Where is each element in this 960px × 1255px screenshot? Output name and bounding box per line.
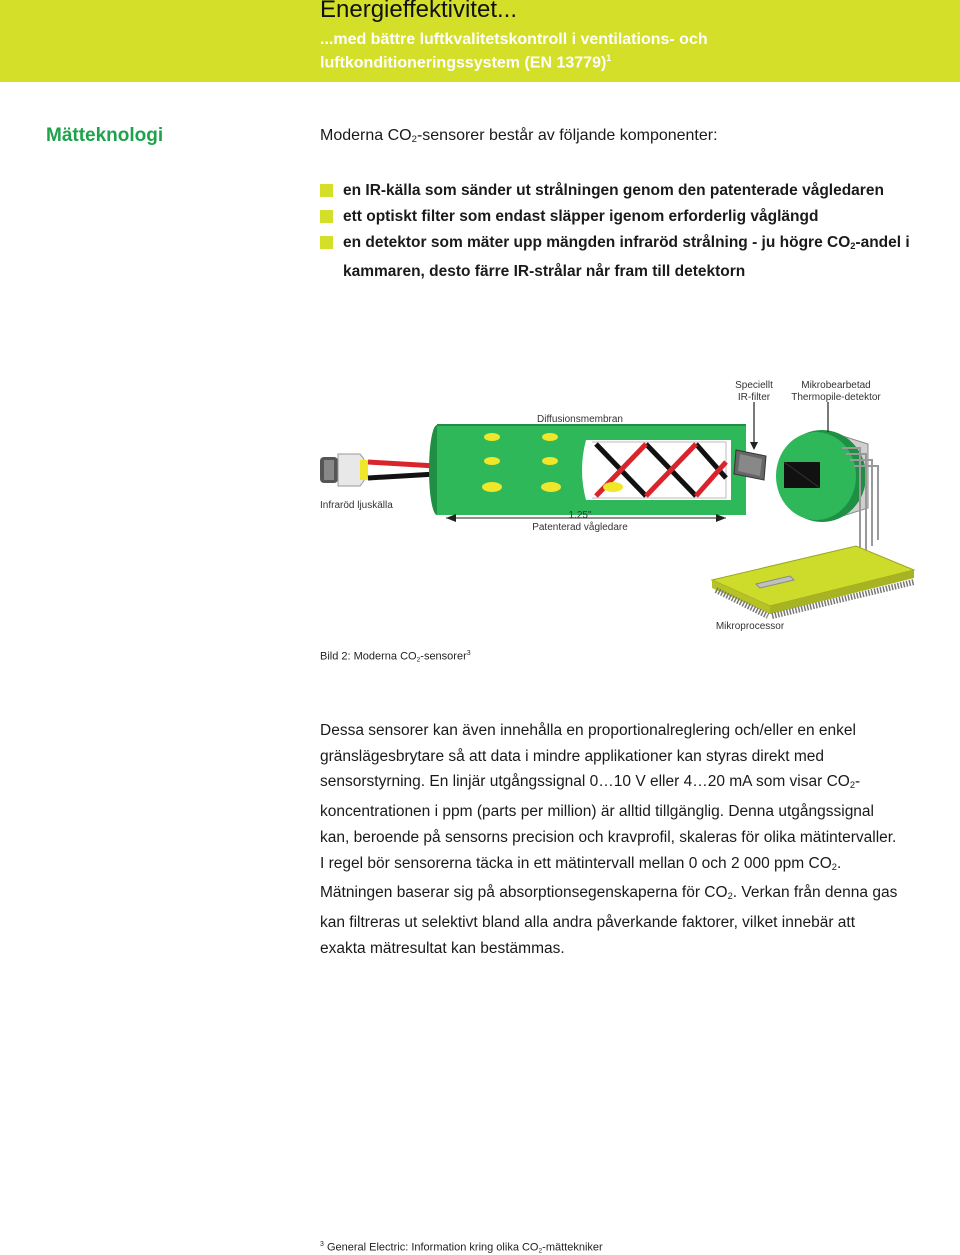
black-wire	[368, 474, 436, 478]
thermopile-detector-icon	[776, 430, 868, 522]
waveguide-label: Patenterad vågledare	[532, 522, 628, 533]
microprocessor-chip-icon	[712, 546, 914, 616]
length-label: 1.25"	[568, 510, 592, 521]
subtitle-footnote-ref: 1	[606, 53, 612, 63]
list-item-text-after: -andel i kammaren, desto färre IR-strålar når fram till detektorn	[343, 234, 910, 280]
body-sub-1: 2	[849, 780, 855, 791]
intro-text	[320, 127, 718, 145]
square-bullet-icon	[320, 236, 333, 249]
filter-pointer-arrow-icon	[750, 442, 758, 450]
microprocessor-label: Mikroprocessor	[715, 621, 785, 632]
square-bullet-icon	[320, 184, 333, 197]
page-subtitle	[320, 30, 708, 72]
section-label: Mätteknologi	[46, 125, 164, 146]
footnote-number: 3	[320, 1241, 324, 1248]
body-paragraph	[320, 718, 900, 961]
red-wire	[368, 462, 436, 466]
footnote-before: General Electric: Information kring olika CO	[323, 1241, 539, 1254]
footnote	[320, 1241, 603, 1255]
list-item-sub: 2	[850, 241, 856, 251]
ir-lamp-icon	[320, 454, 368, 486]
component-list	[320, 178, 940, 285]
square-bullet-icon	[320, 210, 333, 223]
page-title: Energieffektivitet...	[320, 0, 517, 23]
detector-label-line1: Mikrobearbetad	[801, 380, 871, 391]
subtitle-line-1: ...med bättre luftkvalitetskontroll i ventilations- och	[320, 31, 708, 48]
caption-after: -sensorer	[420, 650, 467, 663]
filter-label-line2: IR-filter	[737, 392, 771, 403]
body-text	[320, 718, 900, 961]
list-item-text	[343, 234, 910, 280]
body-segment-4: . Verkan från denna gas kan filtreras ut selektivt bland alla andra påverkande faktorer, vilket innebär att exakta mätresultat kan bestämmas.	[320, 884, 898, 957]
detector-label-line2: Thermopile-detektor	[791, 392, 881, 403]
body-sub-3: 2	[727, 891, 733, 902]
membrane-label: Diffusionsmembran	[537, 414, 623, 425]
body-segment-1: Dessa sensorer kan även innehålla en proportionalreglering och/eller en enkel gränslägesbrytare så att data i mindre applikationer kan styras direkt med sensorstyrning. En linjär utgångssignal 0…10 V eller 4…20 mA som visar CO	[320, 722, 856, 791]
list-item-text: ett optiskt filter som endast släpper igenom erforderlig våglängd	[343, 208, 819, 225]
footnote-after: -mättekniker	[542, 1241, 603, 1254]
header-band	[0, 0, 960, 82]
caption-footnote-ref: 3	[466, 650, 471, 657]
list-item-text-before: en detektor som mäter upp mängden infraröd strålning - ju högre CO	[343, 234, 851, 251]
filter-label-line1: Speciellt	[735, 380, 773, 391]
body-segment-3: . Mätningen baserar sig på absorptionsegenskaperna för CO	[320, 854, 842, 902]
sensor-diagram	[316, 370, 916, 640]
list-item	[320, 204, 940, 230]
body-segment-2: -koncentrationen i ppm (parts per million) är alltid tillgänglig. Denna utgångssignal kan, beroende på sensorns precision och kravprofil, skaleras för olika mätintervaller. I regel bör sensorerna täcka in ett mätintervall mellan 0 och 2 000 ppm CO	[320, 773, 897, 872]
caption-before: Bild 2: Moderna CO	[320, 650, 417, 663]
body-sub-2: 2	[831, 861, 837, 872]
waveguide-tube	[429, 425, 746, 515]
intro-before: Moderna CO	[320, 127, 412, 144]
caption-sub: 2	[416, 656, 421, 664]
subtitle-line-2: luftkonditioneringssystem (EN 13779)	[320, 54, 607, 72]
intro-after: -sensorer består av följande komponenter:	[416, 127, 718, 144]
intro-sub: 2	[411, 134, 417, 145]
list-item	[320, 178, 940, 204]
list-item-text: en IR-källa som sänder ut strålningen genom den patenterade vågledaren	[343, 182, 884, 199]
list-item	[320, 230, 940, 285]
footnote-sub: 2	[538, 1247, 543, 1255]
figure-caption	[320, 650, 471, 664]
ir-source-label: Infraröd ljuskälla	[320, 500, 393, 511]
